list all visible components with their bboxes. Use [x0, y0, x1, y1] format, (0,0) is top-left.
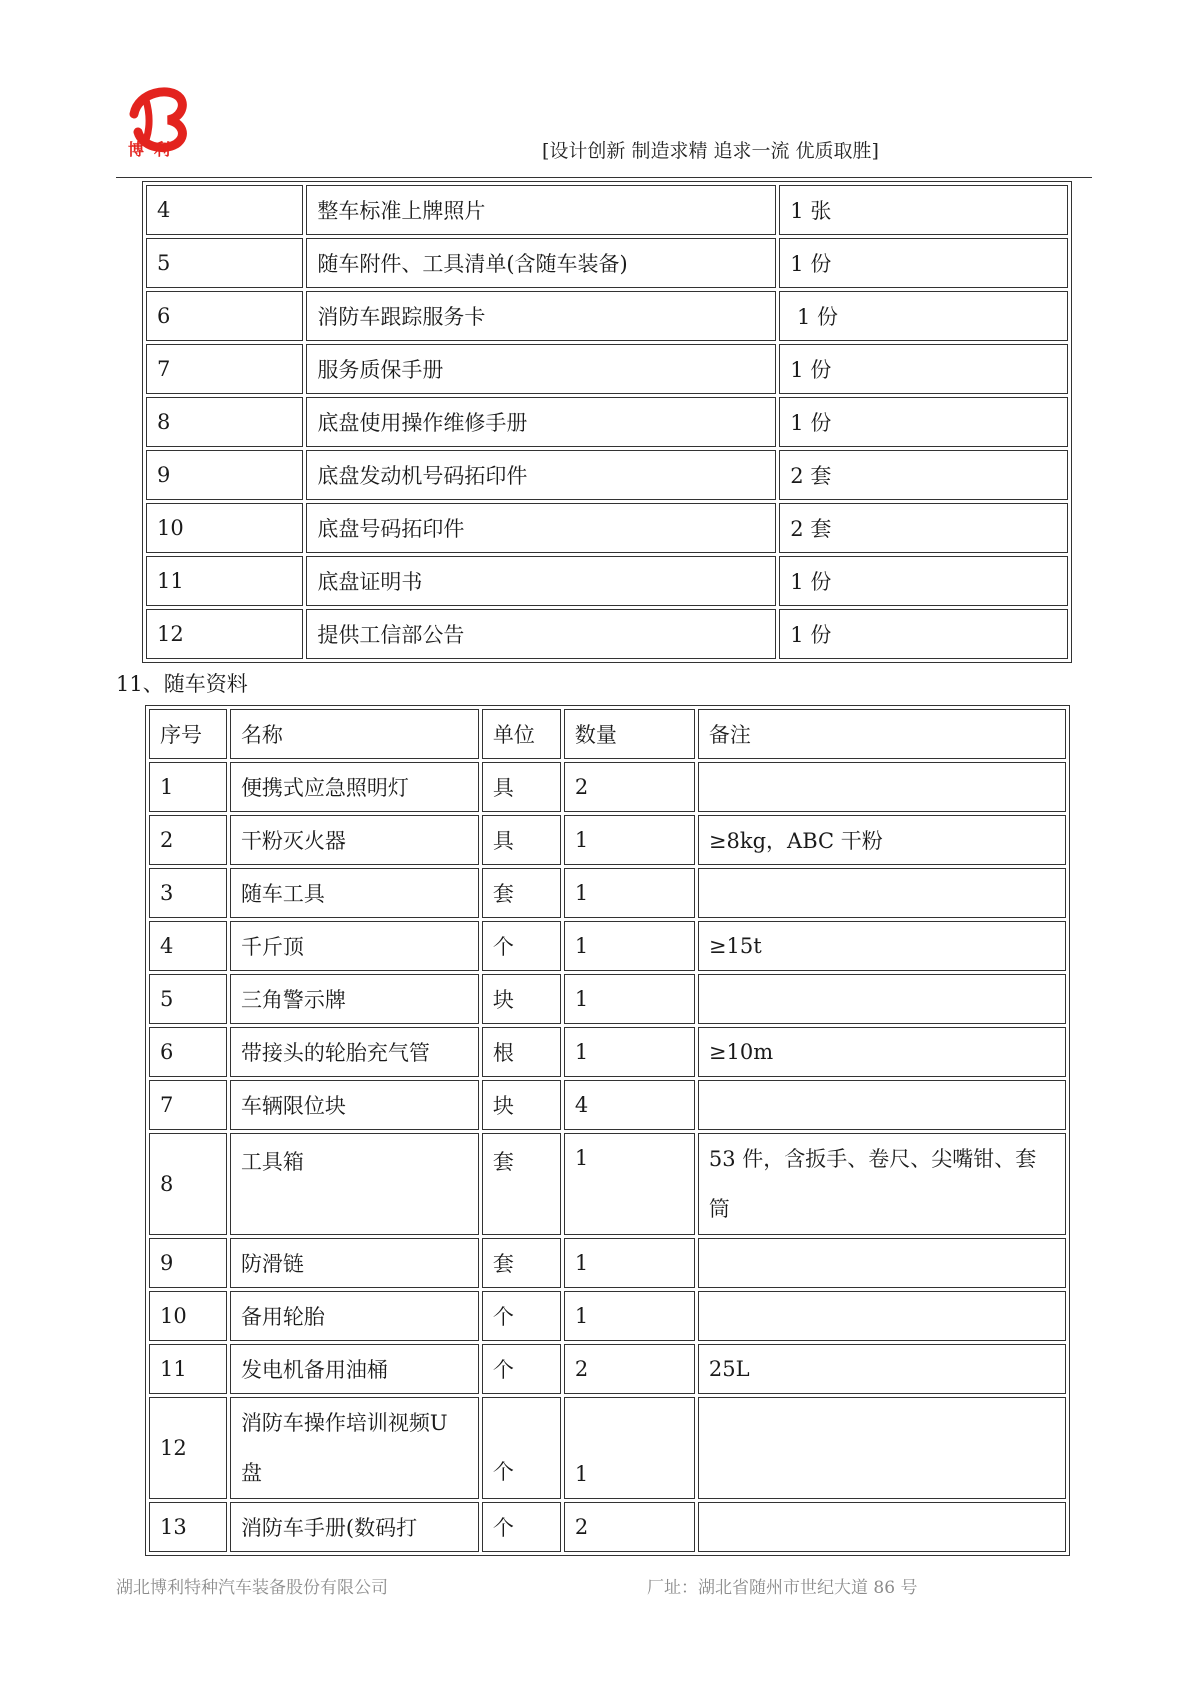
column-header-name: 名称 — [230, 709, 479, 759]
item-quantity: 1 份 — [779, 609, 1068, 659]
item-note — [698, 1238, 1066, 1288]
table-row — [149, 1238, 1066, 1288]
table-header-row — [149, 709, 1066, 759]
table-row — [149, 868, 1066, 918]
item-name: 随车附件、工具清单(含随车装备) — [306, 238, 776, 288]
item-name: 服务质保手册 — [306, 344, 776, 394]
header-slogan: [设计创新 制造求精 追求一流 优质取胜] — [542, 140, 879, 162]
table-row — [146, 450, 1068, 500]
row-number: 8 — [146, 397, 303, 447]
section-heading: 11、随车资料 — [116, 672, 248, 696]
item-name: 整车标准上牌照片 — [306, 185, 776, 235]
table-row — [149, 1291, 1066, 1341]
item-quantity: 2 — [564, 1344, 695, 1394]
item-quantity: 1 — [564, 1238, 695, 1288]
row-number: 5 — [149, 974, 227, 1024]
item-name: 千斤顶 — [230, 921, 479, 971]
table-row — [146, 291, 1068, 341]
table-row — [149, 762, 1066, 812]
row-number: 13 — [149, 1502, 227, 1552]
item-unit: 个 — [482, 1502, 561, 1552]
item-quantity: 1 份 — [779, 291, 1068, 341]
vehicle-materials-table — [145, 705, 1070, 1556]
footer-address: 厂址：湖北省随州市世纪大道 86 号 — [647, 1578, 918, 1598]
item-note: 53 件，含扳手、卷尺、尖嘴钳、套筒 — [698, 1133, 1066, 1235]
item-name: 车辆限位块 — [230, 1080, 479, 1130]
item-quantity: 1 — [564, 815, 695, 865]
item-unit: 套 — [482, 1133, 561, 1235]
item-name: 工具箱 — [230, 1133, 479, 1235]
item-name: 随车工具 — [230, 868, 479, 918]
item-name: 底盘使用操作维修手册 — [306, 397, 776, 447]
row-number: 4 — [146, 185, 303, 235]
item-quantity: 1 — [564, 1133, 695, 1235]
item-name: 发电机备用油桶 — [230, 1344, 479, 1394]
footer-company: 湖北博利特种汽车装备股份有限公司 — [116, 1578, 388, 1598]
item-unit: 块 — [482, 974, 561, 1024]
item-note: ≥15t — [698, 921, 1066, 971]
row-number: 10 — [146, 503, 303, 553]
table-row — [149, 815, 1066, 865]
row-number: 7 — [149, 1080, 227, 1130]
row-number: 8 — [149, 1133, 227, 1235]
row-number: 7 — [146, 344, 303, 394]
item-quantity: 2 — [564, 1502, 695, 1552]
item-quantity: 1 — [564, 974, 695, 1024]
row-number: 9 — [146, 450, 303, 500]
item-name: 便携式应急照明灯 — [230, 762, 479, 812]
item-quantity: 1 — [564, 1291, 695, 1341]
row-number: 6 — [146, 291, 303, 341]
table-row — [146, 185, 1068, 235]
item-name: 消防车跟踪服务卡 — [306, 291, 776, 341]
item-name: 底盘证明书 — [306, 556, 776, 606]
table-row — [146, 503, 1068, 553]
item-note — [698, 762, 1066, 812]
item-name: 防滑链 — [230, 1238, 479, 1288]
table-row — [146, 609, 1068, 659]
row-number: 4 — [149, 921, 227, 971]
table-row — [149, 1027, 1066, 1077]
item-quantity: 1 — [564, 1027, 695, 1077]
item-name: 三角警示牌 — [230, 974, 479, 1024]
item-note — [698, 868, 1066, 918]
item-note — [698, 1080, 1066, 1130]
item-note — [698, 1502, 1066, 1552]
item-quantity: 1 — [564, 921, 695, 971]
item-unit: 具 — [482, 762, 561, 812]
item-name: 备用轮胎 — [230, 1291, 479, 1341]
item-name: 底盘发动机号码拓印件 — [306, 450, 776, 500]
logo-text: 博利 — [128, 140, 181, 159]
item-note — [698, 1397, 1066, 1499]
row-number: 2 — [149, 815, 227, 865]
item-quantity: 1 — [564, 868, 695, 918]
item-unit: 个 — [482, 1344, 561, 1394]
item-unit: 套 — [482, 1238, 561, 1288]
row-number: 6 — [149, 1027, 227, 1077]
item-quantity: 1 — [564, 1397, 695, 1499]
table-row — [146, 397, 1068, 447]
item-quantity: 1 份 — [779, 344, 1068, 394]
item-note — [698, 1291, 1066, 1341]
item-name: 底盘号码拓印件 — [306, 503, 776, 553]
column-header-number: 序号 — [149, 709, 227, 759]
row-number: 10 — [149, 1291, 227, 1341]
item-unit: 具 — [482, 815, 561, 865]
item-note: ≥10m — [698, 1027, 1066, 1077]
row-number: 3 — [149, 868, 227, 918]
row-number: 12 — [146, 609, 303, 659]
item-name: 干粉灭火器 — [230, 815, 479, 865]
row-number: 5 — [146, 238, 303, 288]
row-number: 12 — [149, 1397, 227, 1499]
row-number: 11 — [149, 1344, 227, 1394]
item-name: 带接头的轮胎充气管 — [230, 1027, 479, 1077]
item-name: 提供工信部公告 — [306, 609, 776, 659]
row-number: 1 — [149, 762, 227, 812]
row-number: 11 — [146, 556, 303, 606]
item-unit: 个 — [482, 1291, 561, 1341]
column-header-note: 备注 — [698, 709, 1066, 759]
item-name: 消防车手册(数码打 — [230, 1502, 479, 1552]
table-row — [149, 1502, 1066, 1552]
item-unit: 个 — [482, 1397, 561, 1499]
item-quantity: 2 — [564, 762, 695, 812]
column-header-unit: 单位 — [482, 709, 561, 759]
column-header-quantity: 数量 — [564, 709, 695, 759]
item-quantity: 2 套 — [779, 503, 1068, 553]
item-unit: 个 — [482, 921, 561, 971]
item-note: ≥8kg，ABC 干粉 — [698, 815, 1066, 865]
item-quantity: 1 份 — [779, 397, 1068, 447]
item-quantity: 4 — [564, 1080, 695, 1130]
header-divider — [116, 177, 1092, 178]
item-note — [698, 974, 1066, 1024]
table-row — [146, 238, 1068, 288]
table-row — [149, 1080, 1066, 1130]
item-unit: 根 — [482, 1027, 561, 1077]
table-row — [149, 921, 1066, 971]
table-row — [149, 974, 1066, 1024]
item-quantity: 2 套 — [779, 450, 1068, 500]
item-quantity: 1 份 — [779, 556, 1068, 606]
table-row — [149, 1344, 1066, 1394]
table-row — [149, 1397, 1066, 1499]
table-row — [146, 344, 1068, 394]
item-quantity: 1 张 — [779, 185, 1068, 235]
item-note: 25L — [698, 1344, 1066, 1394]
table-row — [146, 556, 1068, 606]
row-number: 9 — [149, 1238, 227, 1288]
item-quantity: 1 份 — [779, 238, 1068, 288]
item-unit: 套 — [482, 868, 561, 918]
item-name: 消防车操作培训视频U 盘 — [230, 1397, 479, 1499]
item-unit: 块 — [482, 1080, 561, 1130]
table-row — [149, 1133, 1066, 1235]
documents-table — [142, 181, 1072, 663]
